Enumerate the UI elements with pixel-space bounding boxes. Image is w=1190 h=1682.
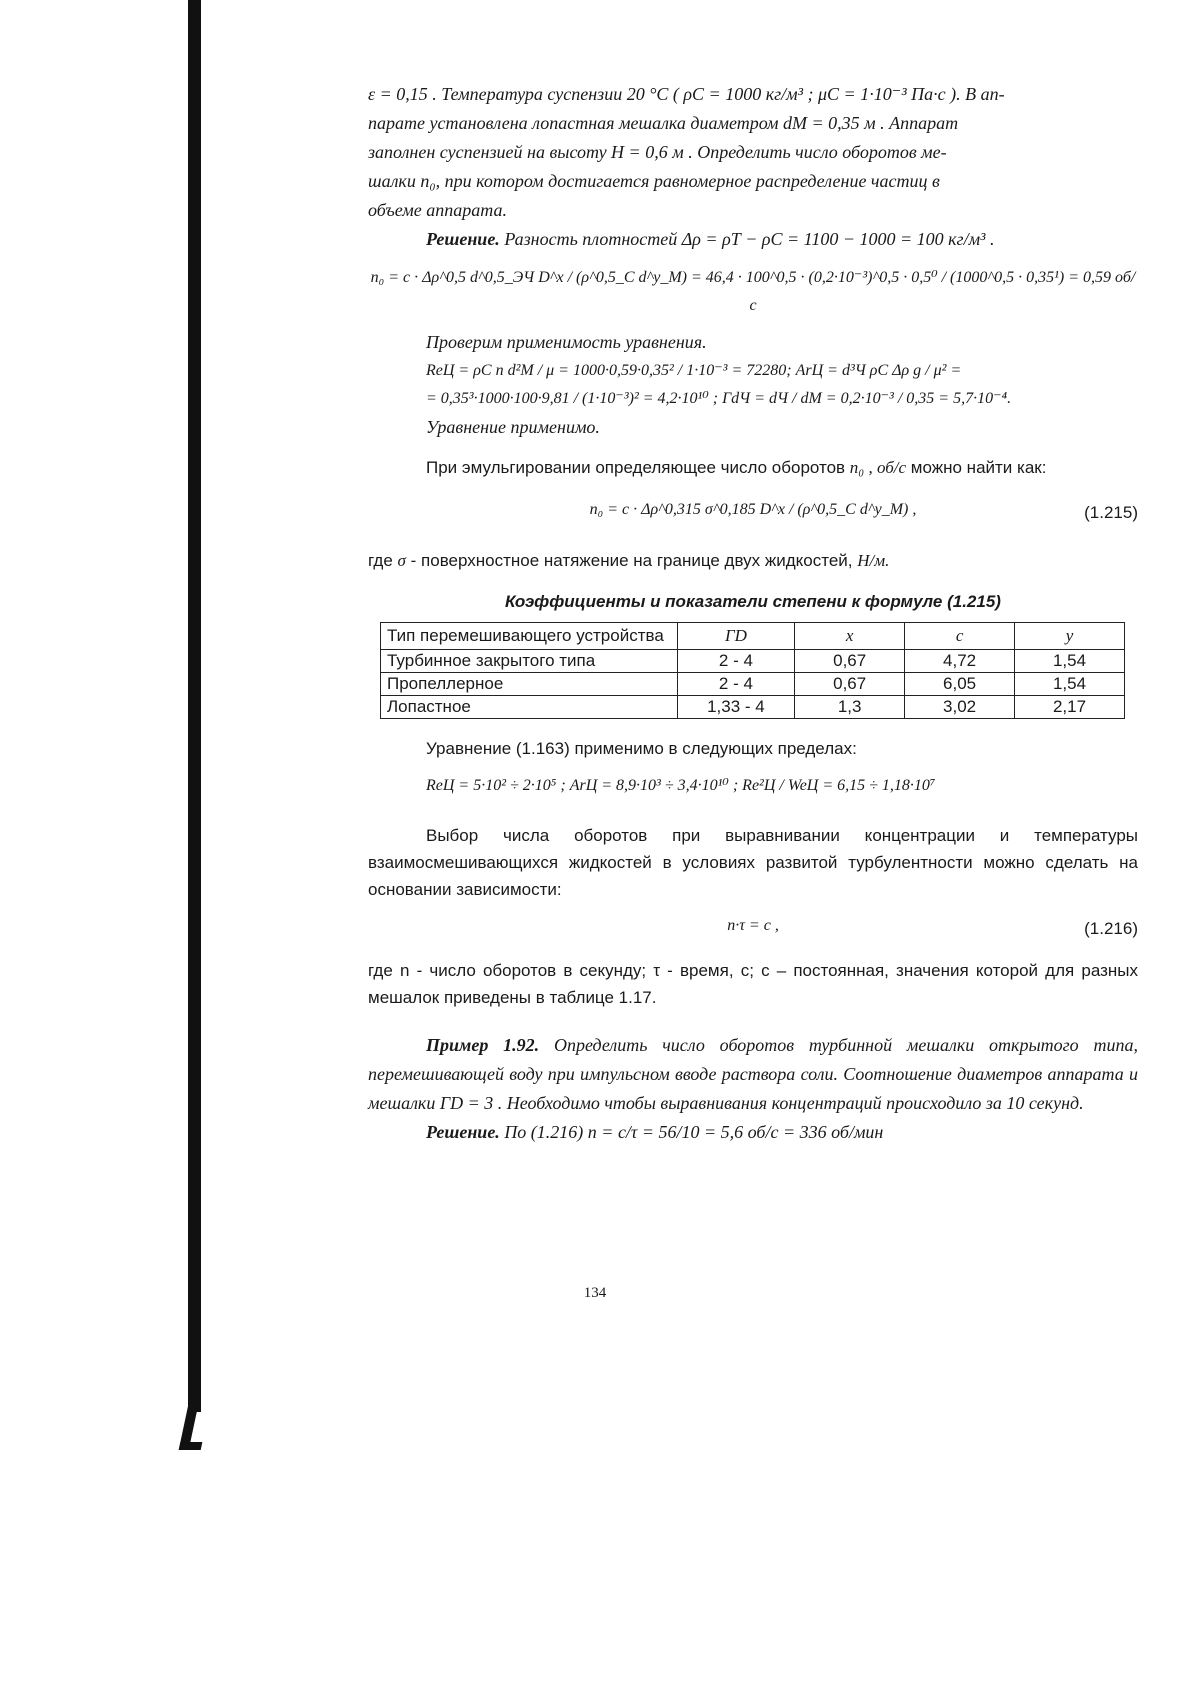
choice-where: где n - число оборотов в секунду; τ - время, с; c – постоянная, значения которой для разных мешалок приведены в таблице 1.17. — [368, 961, 1138, 1007]
table-header: x — [795, 623, 905, 650]
problem-line-2: парате установлена лопастная мешалка диаметром dМ = 0,35 м . Аппарат — [368, 113, 959, 133]
check-title: Проверим применимость уравнения. — [426, 332, 707, 352]
table-row — [381, 673, 1125, 696]
table-cell: 1,3 — [795, 696, 905, 719]
formula-1215: n₀ = c · Δρ^0,315 σ^0,185 D^x / (ρ^0,5_C d^y_M) , — [589, 501, 917, 518]
table-cell: 3,02 — [905, 696, 1015, 719]
equation-number-1215: (1.215) — [1084, 503, 1138, 522]
binding-shadow-tail — [179, 1400, 212, 1450]
equation-1215 — [368, 493, 1138, 537]
where-sym: σ — [397, 551, 406, 570]
table-header: y — [1015, 623, 1125, 650]
example-solution — [368, 1118, 1138, 1147]
emulsion-intro-b: можно найти как: — [906, 458, 1047, 477]
table-cell: 2 - 4 — [677, 650, 795, 673]
check-block — [368, 328, 1138, 442]
equation-1216 — [368, 909, 1138, 953]
table-cell: 2 - 4 — [677, 673, 795, 696]
problem-line-1: ε = 0,15 . Температура суспензии 20 °С ( ρС = 1000 кг/м³ ; μС = 1·10⁻³ Па·с ). В ап- — [368, 84, 1005, 104]
table-cell: Пропеллерное — [381, 673, 678, 696]
where-b: - поверхностное натяжение на границе двух жидкостей, — [405, 551, 858, 570]
example-text: Определить число оборотов турбинной мешалки открытого типа, перемешивающей воду при импульсном вводе раствора соли. Соотношение диаметров аппарата и мешалки ΓD = 3 . Необходимо чтобы выравнивания концентраций происходило за 10 секунд. — [368, 1035, 1138, 1113]
example-solution-text: По (1.216) n = c/τ = 56/10 = 5,6 об/с = 336 об/мин — [499, 1122, 884, 1142]
problem-line-4: шалки n₀, при котором достигается равномерное распределение частиц в — [368, 171, 940, 191]
solution-1 — [368, 225, 1138, 254]
emulsion-intro — [368, 454, 1138, 481]
page-content — [368, 80, 1138, 1147]
check-line-1: ReЦ = ρС n d²М / μ = 1000·0,59·0,35² / 1·10⁻³ = 72280; ArЦ = d³Ч ρС Δρ g / μ² = — [426, 362, 962, 379]
sigma-definition — [368, 547, 1138, 574]
solution-text: Разность плотностей Δρ = ρТ − ρС = 1100 − 1000 = 100 кг/м³ . — [499, 229, 995, 249]
formula-n0: n₀ = c · Δρ^0,5 d^0,5_ЭЧ D^x / (ρ^0,5_C d^y_M) = 46,4 · 100^0,5 · (0,2·10⁻³)^0,5 · 0,5⁰ / (1000^0,5 · 0,35¹) = 0,59 об/с — [370, 269, 1136, 314]
equation-number-1216: (1.216) — [1084, 919, 1138, 938]
table-cell: 0,67 — [795, 650, 905, 673]
emulsion-intro-a: При эмульгировании определяющее число оборотов — [426, 458, 850, 477]
table-cell: 2,17 — [1015, 696, 1125, 719]
limits-text: Уравнение (1.163) применимо в следующих пределах: — [426, 739, 857, 758]
page-number: 134 — [583, 1285, 607, 1301]
table-header: c — [905, 623, 1015, 650]
check-conclusion: Уравнение применимо. — [426, 417, 600, 437]
formula-1216: n·τ = c , — [727, 917, 779, 934]
example-1-92 — [368, 1031, 1138, 1118]
problem-continuation — [368, 80, 1138, 225]
limits-formula: ReЦ = 5·10² ÷ 2·10⁵ ; ArЦ = 8,9·10³ ÷ 3,4·10¹⁰ ; Re²Ц / WeЦ = 6,15 ÷ 1,18·10⁷ — [426, 777, 936, 794]
problem-line-5: объеме аппарата. — [368, 200, 507, 220]
coefficient-table — [380, 622, 1125, 719]
where-unit: Н/м. — [857, 551, 890, 570]
example-label: Пример 1.92. — [426, 1035, 540, 1055]
choice-text: Выбор числа оборотов при выравнивании концентрации и температуры взаимосмешивающихся жидкостей в условиях развитой турбулентности можно сделать на основании зависимости: — [368, 826, 1138, 899]
table-row — [381, 650, 1125, 673]
table-header: Тип перемешивающего устройства — [381, 623, 678, 650]
table-cell: 0,67 — [795, 673, 905, 696]
table-cell: 1,33 - 4 — [677, 696, 795, 719]
table-cell: Лопастное — [381, 696, 678, 719]
emulsion-intro-sym: n₀ , об/с — [849, 458, 907, 477]
table-cell: 1,54 — [1015, 650, 1125, 673]
table-cell: Турбинное закрытого типа — [381, 650, 678, 673]
example-solution-label: Решение. — [426, 1122, 500, 1142]
table-header-row — [381, 623, 1125, 650]
solution-label: Решение. — [426, 229, 500, 249]
table-cell: 6,05 — [905, 673, 1015, 696]
table-cell: 4,72 — [905, 650, 1015, 673]
problem-line-3: заполнен суспензией на высоту H = 0,6 м . Определить число оборотов ме- — [368, 142, 947, 162]
where-a: где — [368, 551, 398, 570]
table-caption: Коэффициенты и показатели степени к формуле (1.215) — [505, 592, 1001, 611]
binding-shadow — [188, 0, 201, 1412]
check-line-2: = 0,35³·1000·100·9,81 / (1·10⁻³)² = 4,2·10¹⁰ ; ΓdЧ = dЧ / dМ = 0,2·10⁻³ / 0,35 = 5,7·10⁻⁴. — [426, 390, 1012, 407]
table-cell: 1,54 — [1015, 673, 1125, 696]
table-header: ΓD — [677, 623, 795, 650]
table-row — [381, 696, 1125, 719]
